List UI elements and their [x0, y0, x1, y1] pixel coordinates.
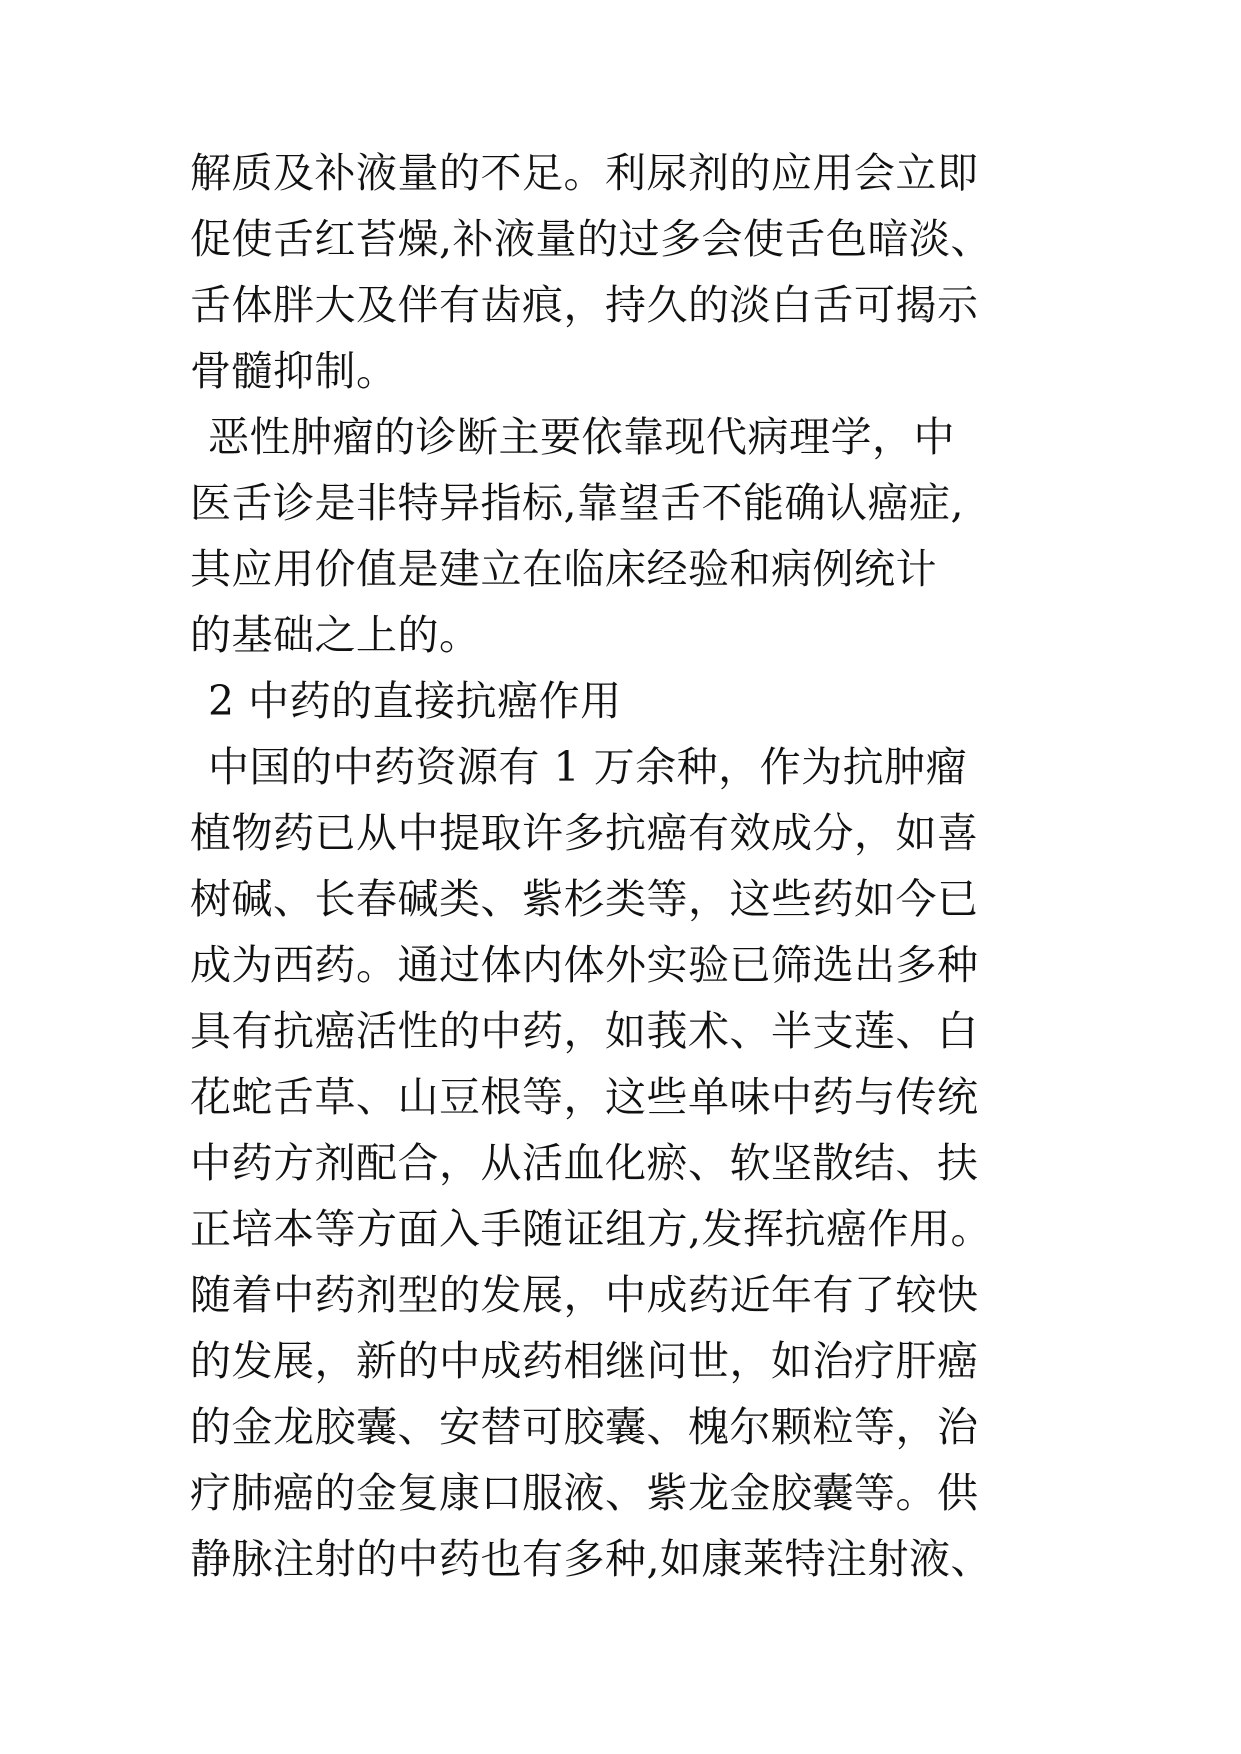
text-line: 随着中药剂型的发展，中成药近年有了较快 — [190, 1271, 979, 1319]
text-line: 骨髓抑制。 — [190, 347, 398, 395]
text-line: 医舌诊是非特异指标,靠望舌不能确认癌症, — [190, 479, 965, 527]
text-line: 的金龙胶囊、安替可胶囊、槐尔颗粒等，治 — [190, 1403, 979, 1451]
text-line: 促使舌红苔燥,补液量的过多会使舌色暗淡、 — [190, 215, 993, 263]
text-line: 植物药已从中提取许多抗癌有效成分，如喜 — [190, 809, 979, 857]
text-line: 正培本等方面入手随证组方,发挥抗癌作用。 — [190, 1205, 993, 1253]
text-line: 疗肺癌的金复康口服液、紫龙金胶囊等。供 — [190, 1469, 979, 1517]
text-line: 其应用价值是建立在临床经验和病例统计 — [190, 545, 937, 593]
text-line: 具有抗癌活性的中药，如莪术、半支莲、白 — [190, 1007, 979, 1055]
text-line: 花蛇舌草、山豆根等，这些单味中药与传统 — [190, 1073, 979, 1121]
text-line: 中药方剂配合，从活血化瘀、软坚散结、扶 — [190, 1139, 979, 1187]
paragraph-first-line: 恶性肿瘤的诊断主要依靠现代病理学，中 — [208, 413, 955, 461]
paragraph-first-line: 中国的中药资源有 1 万余种，作为抗肿瘤 — [208, 743, 968, 791]
text-line: 静脉注射的中药也有多种,如康莱特注射液、 — [190, 1535, 993, 1583]
text-line: 解质及补液量的不足。利尿剂的应用会立即 — [190, 149, 979, 197]
text-line: 成为西药。通过体内体外实验已筛选出多种 — [190, 941, 979, 989]
text-line: 树碱、长春碱类、紫杉类等，这些药如今已 — [190, 875, 979, 923]
text-line: 的基础之上的。 — [190, 611, 481, 659]
text-line: 舌体胖大及伴有齿痕，持久的淡白舌可揭示 — [190, 281, 979, 329]
text-line: 的发展，新的中成药相继问世，如治疗肝癌 — [190, 1337, 979, 1385]
section-heading: 2 中药的直接抗癌作用 — [208, 677, 622, 725]
